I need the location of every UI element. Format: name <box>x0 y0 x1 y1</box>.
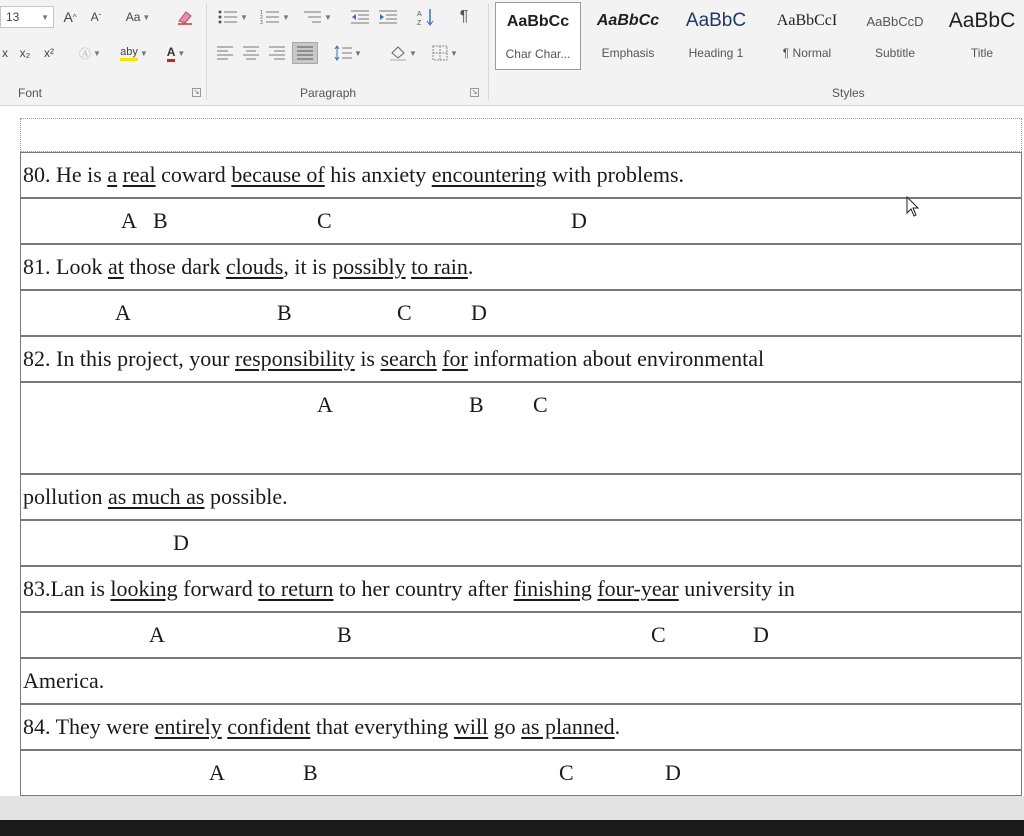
option-letter-b: B <box>277 300 292 325</box>
table-row-q81 <box>20 244 1022 290</box>
table-row <box>20 118 1022 152</box>
svg-text:2: 2 <box>260 15 263 21</box>
sort-icon <box>417 8 435 26</box>
option-letter-a: A <box>317 392 333 417</box>
borders-icon <box>432 45 448 61</box>
styles-group-label: Styles <box>832 86 865 100</box>
option-letter-d: D <box>665 760 681 785</box>
table-row-q82-continued <box>20 474 1022 520</box>
style-char-char[interactable]: AaBbCc Char Char... <box>495 2 581 70</box>
paragraph-group-label: Paragraph <box>300 86 357 100</box>
table-row-q82-letter-d <box>20 520 1022 566</box>
table-row-q82 <box>20 336 1022 382</box>
svg-text:3: 3 <box>260 20 263 24</box>
align-left-button[interactable] <box>214 42 236 64</box>
style-emphasis[interactable]: AaBbCc Emphasis <box>596 12 660 60</box>
paragraph-dialog-launcher[interactable]: ↘ <box>471 89 478 96</box>
align-center-button[interactable] <box>240 42 262 64</box>
option-letter-a: A <box>209 760 225 785</box>
increase-indent-button[interactable] <box>376 6 400 28</box>
option-letter-d: D <box>471 300 487 325</box>
option-letter-c: C <box>397 300 412 325</box>
font-dialog-launcher[interactable]: ↘ <box>193 89 200 96</box>
paint-bucket-icon <box>389 45 407 61</box>
numbering-icon <box>260 10 280 24</box>
font-size-box[interactable] <box>0 6 54 28</box>
font-group-label: Font <box>18 86 43 100</box>
style-heading-1[interactable]: AaBbC Heading 1 <box>685 10 747 60</box>
table-row-q83 <box>20 566 1022 612</box>
sort-button[interactable] <box>414 6 438 28</box>
font-color-button[interactable]: A ▼ <box>158 42 194 64</box>
bullets-button[interactable]: ▼ <box>214 6 252 28</box>
chevron-down-icon: ▼ <box>41 12 49 22</box>
clear-formatting-icon <box>176 9 194 25</box>
increase-indent-icon <box>379 10 397 24</box>
table-row-q83-continued <box>20 658 1022 704</box>
table-row-q80 <box>20 152 1022 198</box>
text-effects-button[interactable]: Ⓐ ▼ <box>79 46 101 61</box>
table-row-q82-letters <box>20 382 1022 474</box>
question-80-text: 80. He is a real coward because of his anxiety encountering with problems. <box>23 162 685 187</box>
mouse-pointer-icon <box>906 196 920 218</box>
option-letter-b: B <box>153 208 168 233</box>
group-divider <box>206 4 207 100</box>
style-title[interactable]: AaBbC Title <box>948 9 1016 60</box>
justify-button[interactable] <box>292 42 318 64</box>
svg-text:1: 1 <box>260 10 263 16</box>
align-right-icon <box>269 46 285 60</box>
styles-gallery <box>493 2 1024 72</box>
question-81-text: 81. Look at those dark clouds, it is possibly to rain. <box>23 254 474 279</box>
line-spacing-icon <box>334 45 352 61</box>
question-82-text: 82. In this project, your responsibility is search for information about environmental <box>23 346 765 371</box>
style-normal[interactable]: AaBbCcI ¶ Normal <box>776 12 838 60</box>
option-letter-a: A <box>149 622 165 647</box>
option-letter-d: D <box>571 208 587 233</box>
style-subtitle[interactable]: AaBbCcD Subtitle <box>866 14 924 60</box>
highlight-button[interactable]: aby ▼ <box>114 42 154 64</box>
option-letter-a: A <box>121 208 137 233</box>
align-right-button[interactable] <box>266 42 288 64</box>
pilcrow-icon: ¶ <box>459 8 469 25</box>
subscript-button[interactable]: x₂ <box>19 46 31 60</box>
strikethrough-button[interactable]: x <box>2 46 8 60</box>
svg-text:Z: Z <box>417 20 422 26</box>
group-divider <box>488 4 489 100</box>
option-letter-b: B <box>469 392 484 417</box>
document-area[interactable] <box>0 106 1024 796</box>
font-size-value: 13 <box>6 10 20 24</box>
svg-text:A: A <box>417 11 422 18</box>
text-effects-icon: Ⓐ <box>79 46 92 61</box>
bullets-icon <box>218 10 238 24</box>
option-letter-d: D <box>753 622 769 647</box>
borders-button[interactable]: ▼ <box>426 42 464 64</box>
question-84-text: 84. They were entirely confident that everything will go as planned. <box>23 714 621 739</box>
decrease-indent-icon <box>351 10 369 24</box>
table-row-q84-letters <box>20 750 1022 796</box>
question-table <box>20 118 1022 796</box>
superscript-button[interactable]: x² <box>44 46 54 60</box>
line-spacing-button[interactable]: ▼ <box>330 42 366 64</box>
option-letter-c: C <box>317 208 332 233</box>
numbering-button[interactable]: 1 2 3 ▼ <box>260 10 290 24</box>
option-letter-a: A <box>115 300 131 325</box>
option-letter-b: B <box>337 622 352 647</box>
question-82-continued-text: pollution as much as possible. <box>23 484 288 509</box>
grow-font-button[interactable]: A ^ <box>63 9 77 25</box>
shrink-font-button[interactable]: A ˇ <box>90 10 102 24</box>
change-case-button[interactable]: Aa ▼ <box>125 10 151 24</box>
question-83-continued-text: America. <box>23 668 105 693</box>
show-formatting-marks-button[interactable] <box>452 6 476 28</box>
ribbon <box>0 0 1024 106</box>
option-letter-c: C <box>651 622 666 647</box>
status-area <box>0 796 1024 820</box>
align-left-icon <box>217 46 233 60</box>
table-row-q84 <box>20 704 1022 750</box>
table-row-q81-letters <box>20 290 1022 336</box>
option-letter-c: C <box>559 760 574 785</box>
justify-icon <box>297 46 313 60</box>
table-row-q83-letters <box>20 612 1022 658</box>
option-letter-b: B <box>303 760 318 785</box>
option-letter-d: D <box>173 530 189 555</box>
multilevel-list-icon <box>302 10 322 24</box>
clear-formatting-button[interactable] <box>173 6 197 28</box>
multilevel-list-button[interactable]: ▼ <box>298 6 336 28</box>
option-letter-c: C <box>533 392 548 417</box>
table-row-q80-letters <box>20 198 1022 244</box>
question-83-text: 83.Lan is looking forward to return to her country after finishing four-year university in <box>23 576 795 601</box>
align-center-icon <box>243 46 259 60</box>
shading-button[interactable]: ▼ <box>384 42 422 64</box>
decrease-indent-button[interactable] <box>348 6 372 28</box>
